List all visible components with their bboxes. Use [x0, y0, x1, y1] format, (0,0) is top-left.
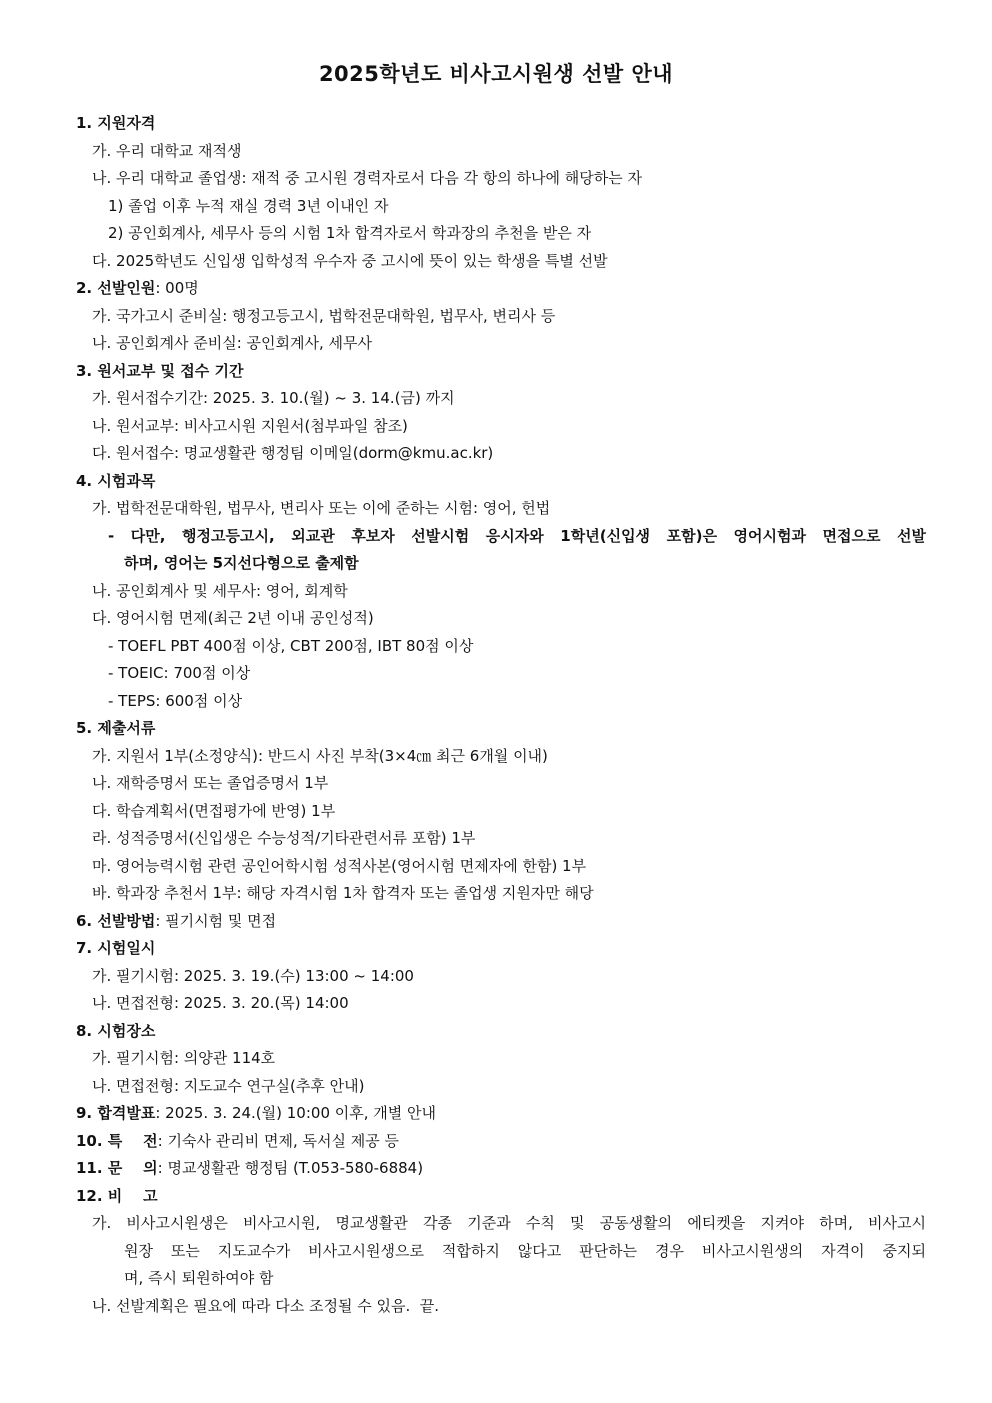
section-4-item-da: 다. 영어시험 면제(최근 2년 이내 공인성적)	[92, 609, 374, 627]
section-6-label: 선발방법	[97, 911, 156, 930]
section-1-item-ga: 가. 우리 대학교 재적생	[92, 141, 242, 160]
section-4-note-line-2: 하며, 영어는 5지선다형으로 출제함	[124, 554, 359, 572]
section-10-heading	[76, 1128, 926, 1156]
section-2-label: 선발인원	[97, 279, 156, 297]
section-10-value: : 기숙사 관리비 면제, 독서실 제공 등	[157, 1131, 399, 1150]
document-title: 2025학년도 비사고시원생 선발 안내	[318, 62, 674, 86]
section-3-item-na: 나. 원서교부: 비사고시원 지원서(첨부파일 참조)	[92, 416, 408, 435]
section-2-number: 2.	[76, 279, 98, 297]
section-11-label: 문 의	[107, 1159, 158, 1177]
section-5-item-na: 나. 재학증명서 또는 졸업증명서 1부	[92, 774, 329, 792]
section-12-item-ga-line-1: 가. 비사고시원생은 비사고시원, 명교생활관 각종 기준과 수칙 및 공동생활의 에티켓을 지켜야 하며, 비사고시	[92, 1214, 926, 1232]
section-9-number: 9.	[76, 1104, 98, 1122]
section-7-item-na: 나. 면접전형: 2025. 3. 20.(목) 14:00	[92, 994, 349, 1012]
section-1-item-da: 다. 2025학년도 신입생 입학성적 우수자 중 고시에 뜻이 있는 학생을 특별 선발	[92, 251, 608, 270]
section-5-item-ma: 마. 영어능력시험 관련 공인어학시험 성적사본(영어시험 면제자에 한함) 1부	[92, 856, 587, 875]
section-5-heading: 5. 제출서류	[76, 719, 156, 737]
section-5-item-ra: 라. 성적증명서(신입생은 수능성적/기타관련서류 포함) 1부	[92, 829, 476, 847]
section-9-value: : 2025. 3. 24.(월) 10:00 이후, 개별 안내	[155, 1104, 436, 1122]
section-4-item-ga: 가. 법학전문대학원, 법무사, 변리사 또는 이에 준하는 시험: 영어, 헌법	[92, 499, 551, 517]
section-10-number: 10.	[76, 1131, 108, 1150]
section-5-item-ba: 바. 학과장 추천서 1부: 해당 자격시험 1차 합격자 또는 졸업생 지원자만 해당	[92, 884, 594, 902]
section-4-item-da-1: - TOEFL PBT 400점 이상, CBT 200점, IBT 80점 이상	[108, 636, 474, 655]
section-11-number: 11.	[76, 1159, 108, 1177]
section-11-heading	[76, 1155, 926, 1183]
section-1-item-na-1: 1) 졸업 이후 누적 재실 경력 3년 이내인 자	[108, 196, 389, 215]
section-2-heading	[76, 275, 926, 303]
section-8-item-na: 나. 면접전형: 지도교수 연구실(추후 안내)	[92, 1076, 365, 1095]
section-4-note-line-1: - 다만, 행정고등고시, 외교관 후보자 선발시험 응시자와 1학년(신입생 포함)은 영어시험과 면접으로 선발	[108, 526, 926, 545]
section-7-heading: 7. 시험일시	[76, 939, 156, 957]
section-10-label: 특 전	[107, 1131, 158, 1150]
document-body	[76, 110, 926, 1320]
section-6-number: 6.	[76, 911, 98, 930]
section-4-item-na: 나. 공인회계사 및 세무사: 영어, 회계학	[92, 581, 348, 600]
section-1-item-na-2: 2) 공인회계사, 세무사 등의 시험 1차 합격자로서 학과장의 추천을 받은 자	[108, 224, 592, 242]
section-12-heading: 12. 비 고	[76, 1186, 158, 1205]
section-12-item-na: 나. 선발계획은 필요에 따라 다소 조정될 수 있음. 끝.	[92, 1296, 440, 1315]
section-4-item-da-2: - TOEIC: 700점 이상	[108, 664, 251, 682]
section-9-heading	[76, 1100, 926, 1128]
section-3-item-ga: 가. 원서접수기간: 2025. 3. 10.(월) ~ 3. 14.(금) 까지	[92, 389, 455, 407]
section-1-item-na: 나. 우리 대학교 졸업생: 재적 중 고시원 경력자로서 다음 각 항의 하나에 해당하는 자	[92, 169, 642, 187]
section-12-item-ga-line-3: 며, 즉시 퇴원하여야 함	[124, 1269, 274, 1287]
section-2-item-ga: 가. 국가고시 준비실: 행정고등고시, 법학전문대학원, 법무사, 변리사 등	[92, 306, 556, 325]
section-3-item-da: 다. 원서접수: 명교생활관 행정팀 이메일(dorm@kmu.ac.kr)	[92, 444, 494, 462]
section-3-heading: 3. 원서교부 및 접수 기간	[76, 361, 244, 380]
section-7-item-ga: 가. 필기시험: 2025. 3. 19.(수) 13:00 ~ 14:00	[92, 966, 414, 985]
section-11-value: : 명교생활관 행정팀 (T.053-580-6884)	[157, 1159, 424, 1177]
section-6-value: : 필기시험 및 면접	[155, 911, 277, 930]
section-12-item-ga-line-2: 원장 또는 지도교수가 비사고시원생으로 적합하지 않다고 판단하는 경우 비사고시원생의 자격이 중지되	[124, 1241, 926, 1260]
section-9-label: 합격발표	[97, 1104, 156, 1122]
section-5-item-da: 다. 학습계획서(면접평가에 반영) 1부	[92, 801, 336, 820]
section-4-item-da-3: - TEPS: 600점 이상	[108, 691, 243, 710]
section-6-heading	[76, 908, 926, 936]
section-1-heading: 1. 지원자격	[76, 114, 156, 132]
section-5-item-ga: 가. 지원서 1부(소정양식): 반드시 사진 부착(3×4㎝ 최근 6개월 이내)	[92, 746, 548, 765]
section-8-heading: 8. 시험장소	[76, 1021, 156, 1040]
section-8-item-ga: 가. 필기시험: 의양관 114호	[92, 1049, 276, 1067]
section-2-value: : 00명	[155, 279, 199, 297]
section-4-heading: 4. 시험과목	[76, 471, 156, 490]
section-2-item-na: 나. 공인회계사 준비실: 공인회계사, 세무사	[92, 334, 372, 352]
